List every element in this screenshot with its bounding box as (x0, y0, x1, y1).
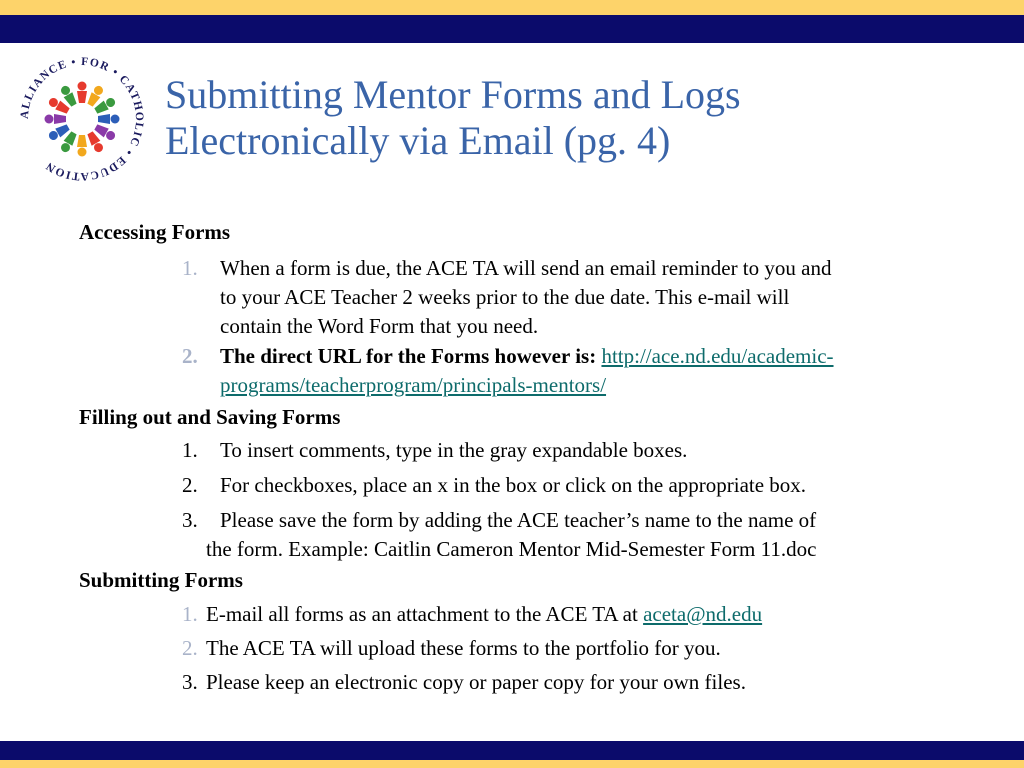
url-label: The direct URL for the Forms however is: (220, 344, 602, 368)
list-item-line: For checkboxes, place an x in the box or click on the appropriate box. (220, 473, 807, 497)
list-item-line: Please keep an electronic copy or paper copy for your own files. (206, 670, 746, 694)
list-item-line: contain the Word Form that you need. (220, 314, 539, 338)
bottom-navy-band (0, 741, 1024, 760)
top-gold-band (0, 0, 1024, 15)
list-number: 2. (182, 473, 198, 497)
forms-url-link[interactable]: http://ace.nd.edu/academic- (601, 344, 834, 368)
list-number: 1. (182, 602, 198, 626)
forms-url-link-continued[interactable]: programs/teacherprogram/principals-mentors/ (220, 373, 607, 397)
list-item-line: Please save the form by adding the ACE teacher’s name to the name of (220, 508, 817, 532)
section-heading-filling: Filling out and Saving Forms (79, 405, 341, 429)
list-number: 1. (182, 256, 198, 280)
bottom-gold-band (0, 760, 1024, 768)
logo-ring-text: ALLIANCE • FOR • CATHOLIC • EDUCATION (18, 55, 146, 183)
list-item-line: The ACE TA will upload these forms to the portfolio for you. (206, 636, 721, 660)
slide-title-line1: Submitting Mentor Forms and Logs (165, 72, 741, 117)
list-item-text-part: E-mail all forms as an attachment to the ACE TA at (206, 602, 644, 626)
section-heading-submitting: Submitting Forms (79, 568, 243, 592)
list-number: 3. (182, 508, 198, 532)
section-heading-accessing: Accessing Forms (79, 220, 231, 244)
slide-title-line2: Electronically via Email (pg. 4) (165, 118, 671, 163)
list-number: 2. (182, 344, 198, 368)
list-item-line: To insert comments, type in the gray expandable boxes. (220, 438, 688, 462)
list-item-line (206, 600, 762, 629)
list-number: 1. (182, 438, 198, 462)
list-item-line: the form. Example: Caitlin Cameron Mentor Mid-Semester Form 11.doc (206, 537, 817, 561)
list-item-line: to your ACE Teacher 2 weeks prior to the due date. This e-mail will (220, 285, 790, 309)
aceta-email-link[interactable]: aceta@nd.edu (643, 602, 763, 626)
list-number: 3. (182, 670, 198, 694)
alliance-for-catholic-education-logo (18, 55, 146, 183)
slide-title (165, 72, 1005, 164)
list-number: 2. (182, 636, 198, 660)
list-item-line: When a form is due, the ACE TA will send an email reminder to you and (220, 256, 832, 280)
top-navy-band (0, 15, 1024, 43)
list-item-line (220, 371, 606, 400)
list-item-line (220, 342, 834, 371)
